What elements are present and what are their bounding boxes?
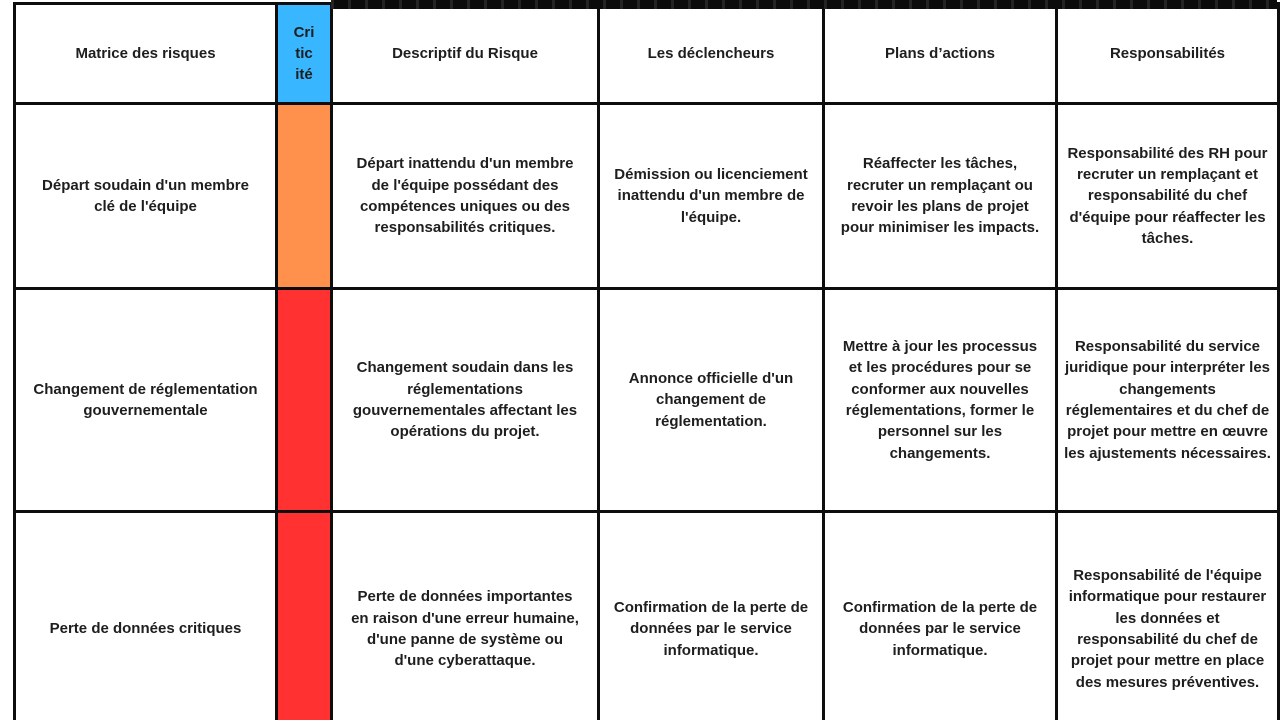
risk-responsibilities-cell: Responsabilité des RH pour recruter un remplaçant et responsabilité du chef d'équipe pour réaffecter les tâches. (1057, 104, 1279, 289)
risk-triggers-cell: Démission ou licenciement inattendu d'un membre de l'équipe. (599, 104, 824, 289)
risk-triggers-cell: Annonce officielle d'un changement de réglementation. (599, 289, 824, 512)
criticity-color-cell (277, 104, 332, 289)
risk-name-cell: Départ soudain d'un membre clé de l'équipe (15, 104, 277, 289)
risk-name-cell: Changement de réglementation gouvernementale (15, 289, 277, 512)
risk-actions-cell: Réaffecter les tâches, recruter un remplaçant ou revoir les plans de projet pour minimiser les impacts. (824, 104, 1057, 289)
table-row-depart-soudain (15, 104, 1279, 289)
risk-description-cell: Départ inattendu d'un membre de l'équipe possédant des compétences uniques ou des responsabilités critiques. (332, 104, 599, 289)
risk-actions-cell: Mettre à jour les processus et les procédures pour se conformer aux nouvelles réglementations, former le personnel sur les changements. (824, 289, 1057, 512)
criticite-line: Cri (293, 23, 315, 41)
risk-description-cell: Changement soudain dans les réglementations gouvernementales affectant les opérations du projet. (332, 289, 599, 512)
col-header-plans-actions: Plans d’actions (824, 4, 1057, 104)
cropped-dark-strip (331, 0, 1277, 9)
risk-responsibilities-cell: Responsabilité du service juridique pour interpréter les changements réglementaires et du chef de projet pour mettre en œuvre les ajustements nécessaires. (1057, 289, 1279, 512)
col-header-responsabilites: Responsabilités (1057, 4, 1279, 104)
risk-responsibilities-cell: Responsabilité de l'équipe informatique pour restaurer les données et responsabilité du chef de projet pour mettre en place des mesures préventives. (1057, 512, 1279, 720)
criticite-line: ité (295, 66, 313, 84)
risk-triggers-cell: Confirmation de la perte de données par le service informatique. (599, 512, 824, 720)
col-header-descriptif: Descriptif du Risque (332, 4, 599, 104)
criticite-line: tic (295, 44, 313, 62)
col-header-matrice-des-risques: Matrice des risques (15, 4, 277, 104)
risk-matrix-table (13, 2, 1280, 720)
risk-description-cell: Perte de données importantes en raison d'une erreur humaine, d'une panne de système ou d'une cyberattaque. (332, 512, 599, 720)
criticity-color-cell (277, 512, 332, 720)
table-row-perte-donnees (15, 512, 1279, 720)
col-header-criticite (277, 4, 332, 104)
table-row-changement-reglementation (15, 289, 1279, 512)
col-header-declencheurs: Les déclencheurs (599, 4, 824, 104)
risk-name-cell: Perte de données critiques (15, 512, 277, 720)
risk-actions-cell: Confirmation de la perte de données par le service informatique. (824, 512, 1057, 720)
criticity-color-cell (277, 289, 332, 512)
header-row (15, 4, 1279, 104)
